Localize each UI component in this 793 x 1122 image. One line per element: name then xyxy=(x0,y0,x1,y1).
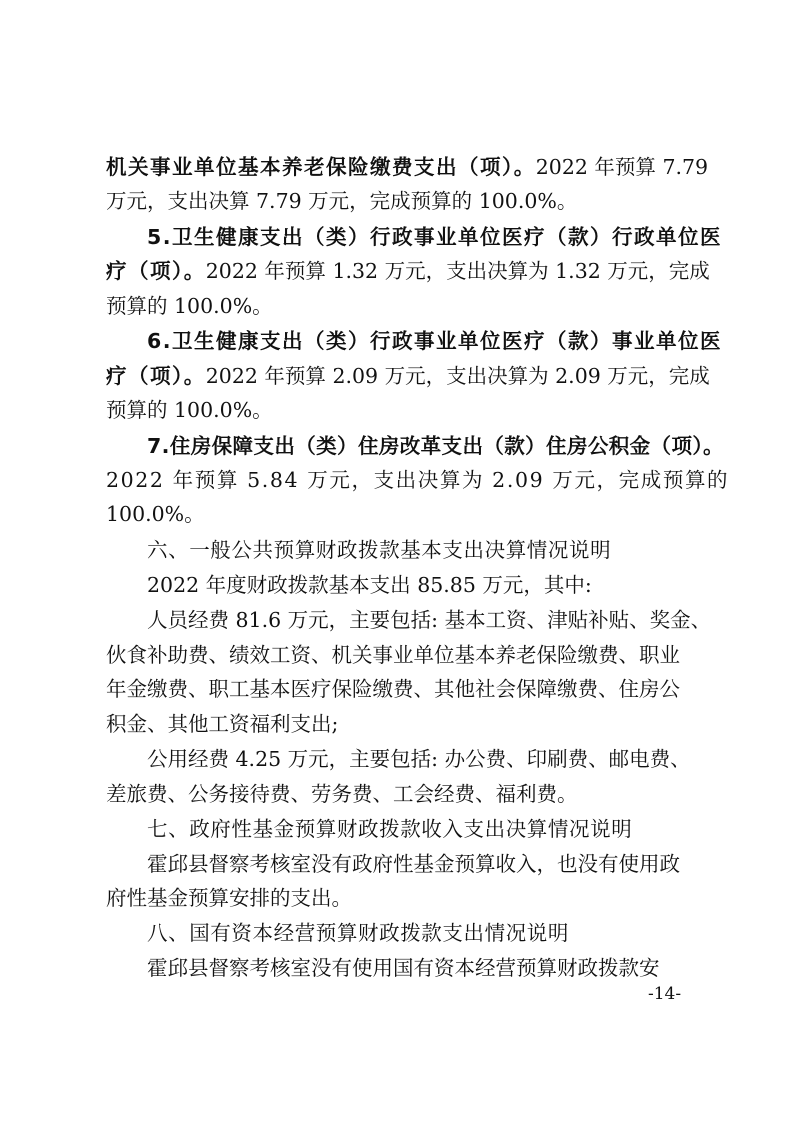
body-text: 公用经费 4.25 万元，主要包括: 办公费、印刷费、邮电费、 xyxy=(147,747,691,771)
paragraph-line xyxy=(106,289,273,323)
body-text: 预算的 100.0%。 xyxy=(106,398,273,422)
item-title-bold: 5.卫生健康支出（类）行政事业单位医疗（款）行政单位医 xyxy=(147,225,723,249)
section-heading-text: 八、国有资本经营预算财政拨款支出情况说明 xyxy=(147,921,569,945)
section-heading-text: 七、政府性基金预算财政拨款收入支出决算情况说明 xyxy=(147,817,633,841)
paragraph-line xyxy=(147,324,722,358)
paragraph-line xyxy=(106,184,577,218)
item-body-text: 2022 年预算 1.32 万元，支出决算为 1.32 万元，完成 xyxy=(205,259,710,283)
body-text: 2022 年度财政拨款基本支出 85.85 万元，其中: xyxy=(147,573,592,597)
body-text: 霍邱县督察考核室没有使用国有资本经营预算财政拨款安 xyxy=(147,956,660,980)
item-body-text: 2022 年预算 2.09 万元，支出决算为 2.09 万元，完成 xyxy=(205,364,710,388)
item-title-bold: 6.卫生健康支出（类）行政事业单位医疗（款）事业单位医 xyxy=(147,329,723,353)
body-text: 府性基金预算安排的支出。 xyxy=(106,886,352,910)
body-text: 预算的 100.0%。 xyxy=(106,294,273,318)
body-text: 年金缴费、职工基本医疗保险缴费、其他社会保障缴费、住房公 xyxy=(106,677,680,701)
page-number: -14- xyxy=(648,984,682,1004)
paragraph-line xyxy=(106,359,710,393)
item-title-bold: 机关事业单位基本养老保险缴费支出（项）。 xyxy=(106,155,536,179)
paragraph-line xyxy=(147,847,680,881)
paragraph-line xyxy=(106,881,352,915)
section-heading-text: 六、一般公共预算财政拨款基本支出决算情况说明 xyxy=(147,538,612,562)
body-text: 100.0%。 xyxy=(106,502,205,526)
paragraph-line xyxy=(147,220,722,254)
paragraph-line xyxy=(147,429,724,463)
paragraph-line xyxy=(106,707,338,741)
item-title-bold: 疗（项）。 xyxy=(106,259,206,283)
paragraph-line xyxy=(106,150,709,184)
body-text: 积金、其他工资福利支出; xyxy=(106,712,339,736)
paragraph-line xyxy=(106,393,273,427)
paragraph-line xyxy=(106,254,710,288)
item-title-bold: 疗（项）。 xyxy=(106,364,206,388)
body-text: 人员经费 81.6 万元，主要包括: 基本工资、津贴补贴、奖金、 xyxy=(147,608,712,632)
section-heading xyxy=(147,533,611,567)
paragraph-line xyxy=(147,742,691,776)
paragraph-line xyxy=(147,951,660,985)
paragraph-line xyxy=(106,638,680,672)
body-text: 霍邱县督察考核室没有政府性基金预算收入，也没有使用政 xyxy=(147,852,680,876)
paragraph-line xyxy=(147,603,711,637)
item-title-bold: 7.住房保障支出（类）住房改革支出（款）住房公积金（项）。 xyxy=(147,434,724,458)
paragraph-line xyxy=(106,777,578,811)
paragraph-line xyxy=(106,497,205,531)
paragraph-line xyxy=(106,672,680,706)
section-heading xyxy=(147,812,632,846)
body-text: 差旅费、公务接待费、劳务费、工会经费、福利费。 xyxy=(106,782,578,806)
body-text: 伙食补助费、绩效工资、机关事业单位基本养老保险缴费、职业 xyxy=(106,643,680,667)
paragraph-line xyxy=(106,463,729,497)
item-body-text: 2022 年预算 7.79 xyxy=(535,155,709,179)
body-text: 万元，支出决算 7.79 万元，完成预算的 100.0%。 xyxy=(106,189,578,213)
body-text: 2022 年预算 5.84 万元，支出决算为 2.09 万元，完成预算的 xyxy=(106,468,730,492)
paragraph-line xyxy=(147,568,592,602)
section-heading xyxy=(147,916,569,950)
